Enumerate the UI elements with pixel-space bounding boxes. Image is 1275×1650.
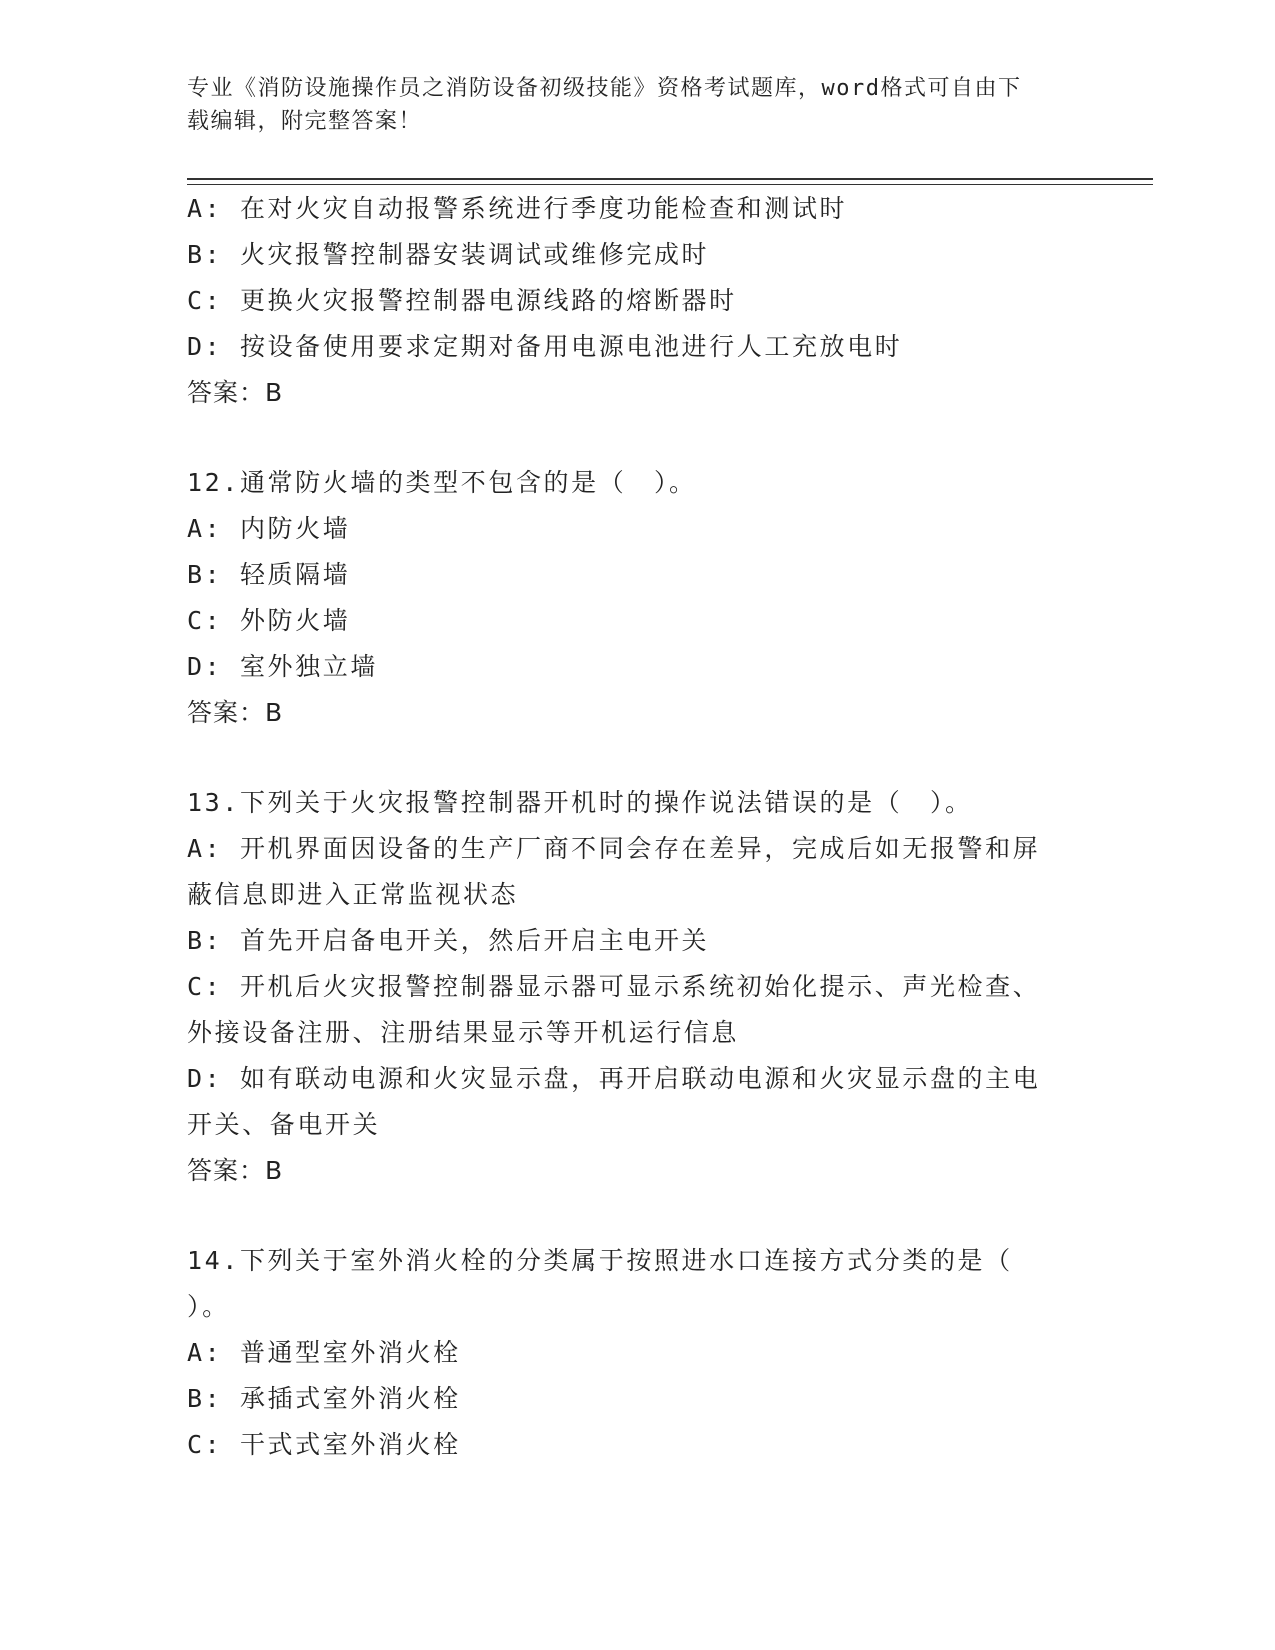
option-c: C: 干式式室外消火栓 <box>187 1430 461 1459</box>
header-divider-thin <box>187 184 1153 185</box>
header-line-2: 载编辑，附完整答案！ <box>187 109 423 134</box>
spacer <box>187 736 1087 780</box>
option-a: A: 在对火灾自动报警系统进行季度功能检查和测试时 <box>187 194 848 223</box>
answer-text: 答案：B <box>187 698 284 727</box>
option-c-continued: 外接设备注册、注册结果显示等开机运行信息 <box>187 1018 740 1047</box>
question-text: 12.通常防火墙的类型不包含的是（ ）。 <box>187 468 697 497</box>
spacer <box>187 416 1087 460</box>
option-a: A: 内防火墙 <box>187 514 351 543</box>
option-c: C: 外防火墙 <box>187 606 351 635</box>
option-d: D: 室外独立墙 <box>187 652 378 681</box>
question-11 <box>187 186 1087 416</box>
question-13 <box>187 780 1087 1194</box>
question-list <box>187 186 1087 1468</box>
option-a: A: 普通型室外消火栓 <box>187 1338 461 1367</box>
header-line-1: 专业《消防设施操作员之消防设备初级技能》资格考试题库，word格式可自由下 <box>187 76 1022 101</box>
spacer <box>187 1194 1087 1238</box>
option-c: C: 更换火灾报警控制器电源线路的熔断器时 <box>187 286 737 315</box>
question-text-continued: ）。 <box>187 1292 230 1321</box>
document-header <box>187 72 1087 138</box>
option-d: D: 如有联动电源和火灾显示盘，再开启联动电源和火灾显示盘的主电 <box>187 1064 1041 1093</box>
header-divider-thick <box>187 178 1153 180</box>
option-b: B: 火灾报警控制器安装调试或维修完成时 <box>187 240 710 269</box>
option-b: B: 承插式室外消火栓 <box>187 1384 461 1413</box>
option-c: C: 开机后火灾报警控制器显示器可显示系统初始化提示、声光检查、 <box>187 972 1041 1001</box>
option-d: D: 按设备使用要求定期对备用电源电池进行人工充放电时 <box>187 332 903 361</box>
answer-text: 答案：B <box>187 378 284 407</box>
option-a-continued: 蔽信息即进入正常监视状态 <box>187 880 519 909</box>
option-b: B: 首先开启备电开关，然后开启主电开关 <box>187 926 710 955</box>
option-a: A: 开机界面因设备的生产厂商不同会存在差异，完成后如无报警和屏 <box>187 834 1041 863</box>
question-text: 13.下列关于火灾报警控制器开机时的操作说法错误的是（ ）。 <box>187 788 973 817</box>
answer-text: 答案：B <box>187 1156 284 1185</box>
question-12 <box>187 460 1087 736</box>
question-text: 14.下列关于室外消火栓的分类属于按照进水口连接方式分类的是（ <box>187 1246 1013 1275</box>
option-b: B: 轻质隔墙 <box>187 560 351 589</box>
question-14 <box>187 1238 1087 1468</box>
option-d-continued: 开关、备电开关 <box>187 1110 381 1139</box>
